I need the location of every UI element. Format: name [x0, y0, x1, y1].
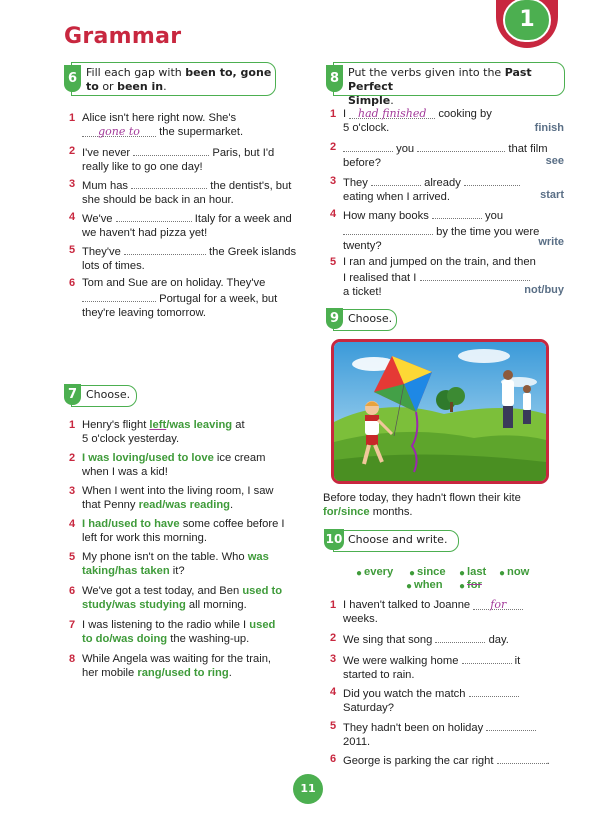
answer-blank[interactable]	[133, 144, 209, 156]
unit-badge	[496, 0, 558, 48]
list-item: 2 We sing that song day.	[330, 632, 509, 646]
exercise-instruction: Choose.	[86, 388, 131, 401]
exercise-number: 6	[64, 65, 81, 92]
verb-prompt: write	[538, 236, 564, 248]
list-item: 2 I was loving/used to love ice cream when I was a kid!	[69, 452, 266, 479]
list-item: 5 I ran and jumped on the train, and then I realised that I a ticket! not/buy	[330, 256, 564, 299]
list-item: 1 I had finished cooking by 5 o'clock. finish	[330, 107, 564, 135]
answer-blank[interactable]	[131, 177, 207, 189]
choice-option[interactable]: for/since	[323, 506, 370, 519]
page-title: Grammar	[64, 24, 182, 49]
list-item: 2 you that film before? see	[330, 141, 564, 170]
kite-illustration	[331, 339, 549, 484]
list-item: 1 I haven't talked to Joanne for weeks.	[343, 598, 564, 626]
exercise-instruction: Choose.	[348, 312, 393, 325]
answer-blank[interactable]	[486, 719, 536, 731]
bullet: ●	[459, 581, 466, 592]
list-item: 4 Did you watch the match Saturday?	[343, 685, 564, 715]
answer-blank[interactable]	[371, 174, 421, 186]
exercise-6-header	[67, 62, 276, 96]
exercise-instruction: Choose and write.	[348, 533, 448, 546]
verb-prompt: not/buy	[524, 284, 564, 296]
list-item: 3 We were walking home it started to rain.	[330, 653, 521, 682]
exercise-7-header	[67, 385, 137, 407]
answer-blank[interactable]	[420, 269, 530, 281]
list-item: 1 Alice isn't here right now. She's gone to the supermarket.	[69, 112, 244, 139]
word-option[interactable]: for	[467, 579, 482, 591]
choice-option[interactable]: I had/used to have	[82, 518, 180, 530]
list-item: 3 When I went into the living room, I saw that Penny read/was reading.	[69, 485, 274, 512]
answer-blank[interactable]	[435, 631, 485, 643]
list-item: 5 They've the Greek islands lots of times.	[69, 244, 297, 273]
answer-text: for	[490, 598, 507, 611]
word-option[interactable]: when	[414, 579, 443, 591]
choice-option[interactable]: rang/used to ring	[137, 667, 229, 680]
exercise-number: 9	[326, 308, 343, 329]
answer-blank[interactable]	[469, 685, 519, 697]
word-option[interactable]: every	[364, 566, 394, 578]
list-item: 3 Mum has the dentist's, but she should be back in an hour.	[69, 178, 292, 207]
choice-option[interactable]: read/was reading	[138, 499, 231, 512]
answer-blank[interactable]	[343, 140, 393, 152]
verb-prompt: finish	[534, 122, 564, 134]
choice-option[interactable]: to do/was doing	[82, 633, 168, 646]
list-item: 5 My phone isn't on the table. Who was taking/has taken it?	[69, 551, 269, 578]
list-item: 4 I had/used to have some coffee before I left for work this morning.	[69, 518, 285, 545]
answer-blank[interactable]	[462, 652, 512, 664]
page-number: 11	[293, 774, 323, 804]
exercise-instruction: Put the verbs given into the Past Perfect Simple.	[348, 66, 532, 107]
exercise-9-sentence: Before today, they hadn't flown their kite for/since months.	[323, 492, 521, 519]
bullet: ●	[499, 568, 506, 579]
word-option[interactable]: now	[507, 566, 530, 578]
exercise-number: 10	[324, 529, 344, 550]
word-option[interactable]: since	[417, 566, 446, 578]
list-item: 2 I've never Paris, but I'd really like to go one day!	[69, 145, 275, 174]
word-option[interactable]: last	[467, 566, 487, 578]
exercise-number: 8	[326, 65, 343, 92]
answer-blank[interactable]	[116, 210, 192, 222]
bullet: ●	[406, 581, 413, 592]
exercise-10-header	[325, 530, 459, 552]
unit-number: 1	[503, 0, 551, 42]
list-item: 7 I was listening to the radio while I used to do/was doing the washing-up.	[69, 619, 276, 646]
answer-text: had finished	[358, 107, 427, 120]
exercise-instruction: Fill each gap with been to, gone to or been in.	[86, 66, 272, 93]
bullet: ●	[356, 568, 363, 579]
list-item: 8 While Angela was waiting for the train, her mobile rang/used to ring.	[69, 653, 272, 680]
exercise-9-header	[329, 309, 397, 331]
answer-text: gone to	[98, 125, 140, 139]
list-item: 4 How many books you by the time you were twenty? write	[330, 208, 564, 253]
choice-option[interactable]: study/was studying	[82, 599, 186, 612]
list-item: 1 Henry's flight left/was leaving at 5 o'clock yesterday.	[69, 419, 245, 446]
answer-blank[interactable]	[432, 207, 482, 219]
answer-blank[interactable]	[497, 752, 547, 764]
answer-blank[interactable]	[124, 243, 206, 255]
list-item: 6 We've got a test today, and Ben used to study/was studying all morning.	[69, 585, 283, 612]
answer-blank[interactable]	[417, 140, 505, 152]
bullet: ●	[409, 568, 416, 579]
list-item: 5 They hadn't been on holiday 2011.	[343, 719, 564, 749]
verb-prompt: start	[540, 189, 564, 201]
bullet: ●	[459, 568, 466, 579]
answer-blank[interactable]	[343, 223, 433, 235]
choice-option[interactable]: taking/has taken	[82, 565, 170, 578]
list-item: 6 Tom and Sue are on holiday. They've Portugal for a week, but they're leaving tomorrow.	[69, 277, 278, 320]
list-item: 6 George is parking the car right .	[330, 753, 550, 767]
list-item: 4 We've Italy for a week and we haven't had pizza yet!	[69, 211, 292, 240]
verb-prompt: see	[545, 155, 564, 167]
list-item: 3 They already eating when I arrived. start	[330, 175, 564, 204]
answer-blank[interactable]	[464, 174, 520, 186]
exercise-8-header	[329, 62, 565, 107]
answer-blank[interactable]	[82, 290, 156, 302]
exercise-number: 7	[64, 384, 81, 405]
choice-option[interactable]: I was loving/used to love	[82, 452, 214, 464]
